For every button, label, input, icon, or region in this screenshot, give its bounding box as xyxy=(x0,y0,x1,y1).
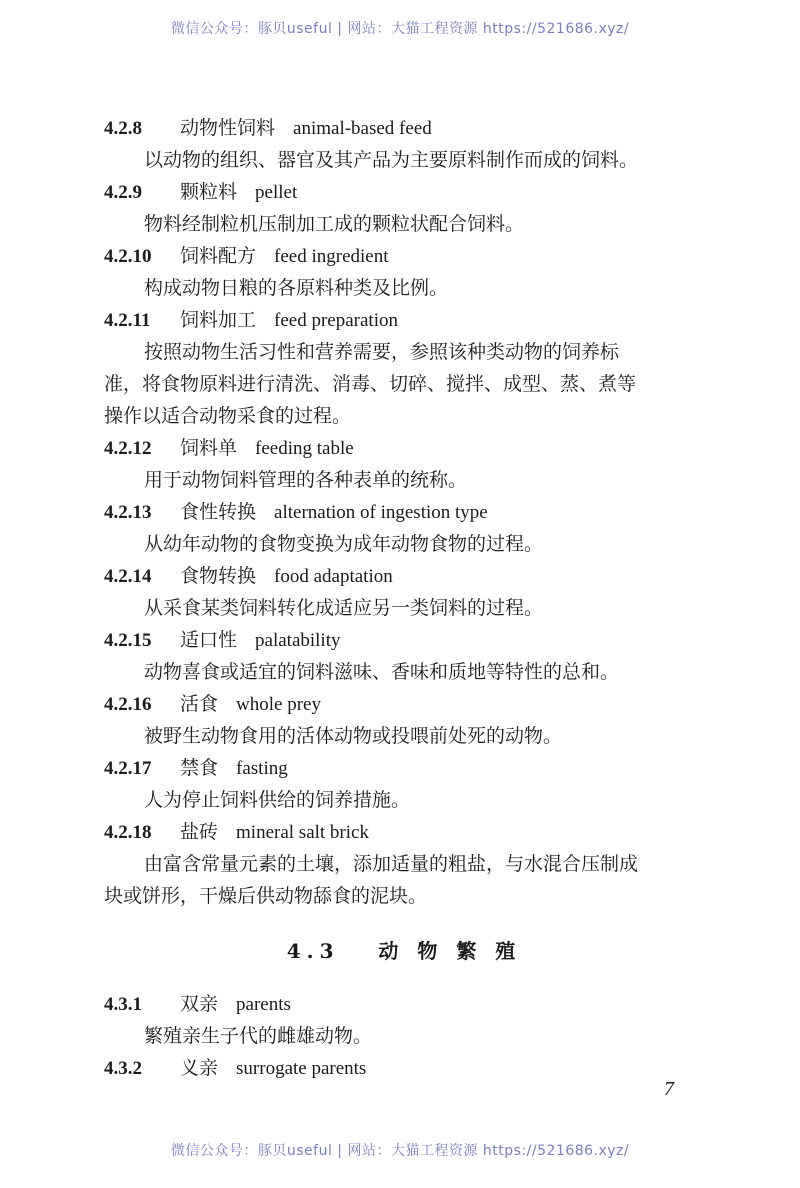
term-number: 4.3.1 xyxy=(104,994,142,1015)
definition-line: 准，将食物原料进行清洗、消毒、切碎、搅拌、成型、蒸、煮等 xyxy=(104,373,637,395)
term-definition xyxy=(104,464,704,496)
term-list-4-3 xyxy=(104,988,704,1084)
term-number: 4.2.16 xyxy=(104,694,152,715)
term-definition xyxy=(104,784,704,816)
term-definition xyxy=(104,656,704,688)
term-heading xyxy=(104,752,704,784)
page-number: 7 xyxy=(664,1078,674,1100)
term-number: 4.2.8 xyxy=(104,118,142,139)
definition-line: 被野生动物食用的活体动物或投喂前处死的动物。 xyxy=(144,725,563,747)
term-english: pellet xyxy=(255,182,298,203)
term-english: whole prey xyxy=(236,694,321,715)
term-heading xyxy=(104,496,704,528)
term-english: feeding table xyxy=(255,438,354,459)
term-number: 4.2.10 xyxy=(104,246,152,267)
term-heading xyxy=(104,432,704,464)
term-number: 4.3.2 xyxy=(104,1058,142,1079)
term-english: animal-based feed xyxy=(293,118,432,139)
term-chinese: 义亲 xyxy=(180,1057,219,1079)
definition-line: 从幼年动物的食物变换为成年动物食物的过程。 xyxy=(144,533,544,555)
term-english: palatability xyxy=(255,630,341,651)
term-heading xyxy=(104,688,704,720)
definition-line: 从采食某类饲料转化成适应另一类饲料的过程。 xyxy=(144,597,544,619)
section-title: 动 物 繁 殖 xyxy=(378,939,522,963)
term-definition xyxy=(104,592,704,624)
term-definition xyxy=(104,272,704,304)
term-definition xyxy=(104,528,704,560)
term-number: 4.2.12 xyxy=(104,438,152,459)
term-definition xyxy=(104,144,704,176)
term-definition xyxy=(104,1020,704,1052)
watermark-bottom: 微信公众号：豚贝useful | 网站：大猫工程资源 https://521686.xyz/ xyxy=(170,1143,630,1159)
term-number: 4.2.13 xyxy=(104,502,152,523)
term-number: 4.2.11 xyxy=(104,310,151,331)
term-english: mineral salt brick xyxy=(236,822,369,843)
term-heading xyxy=(104,988,704,1020)
definition-line: 繁殖亲生子代的雌雄动物。 xyxy=(144,1025,373,1047)
term-chinese: 禁食 xyxy=(180,757,219,779)
term-chinese: 盐砖 xyxy=(180,821,219,843)
term-chinese: 颗粒料 xyxy=(180,181,238,203)
term-chinese: 食性转换 xyxy=(180,501,257,523)
term-english: feed preparation xyxy=(274,310,398,331)
term-english: fasting xyxy=(236,758,288,779)
term-heading xyxy=(104,560,704,592)
definition-line: 块或饼形，干燥后供动物舔食的泥块。 xyxy=(104,885,428,907)
term-heading xyxy=(104,176,704,208)
term-heading xyxy=(104,1052,704,1084)
term-chinese: 饲料单 xyxy=(180,437,238,459)
term-chinese: 活食 xyxy=(180,693,219,715)
term-number: 4.2.17 xyxy=(104,758,152,779)
definition-line: 操作以适合动物采食的过程。 xyxy=(104,405,352,427)
term-chinese: 食物转换 xyxy=(180,565,257,587)
watermark-top: 微信公众号：豚贝useful | 网站：大猫工程资源 https://521686.xyz/ xyxy=(170,21,630,37)
term-chinese: 饲料加工 xyxy=(180,309,257,331)
term-definition xyxy=(104,336,704,432)
term-heading xyxy=(104,624,704,656)
term-english: alternation of ingestion type xyxy=(274,502,488,523)
definition-line: 以动物的组织、器官及其产品为主要原料制作而成的饲料。 xyxy=(144,149,639,171)
term-chinese: 饲料配方 xyxy=(180,245,257,267)
document-body xyxy=(104,112,704,1084)
term-chinese: 动物性饲料 xyxy=(180,117,276,139)
term-heading xyxy=(104,112,704,144)
term-heading xyxy=(104,816,704,848)
term-english: food adaptation xyxy=(274,566,393,587)
definition-line: 用于动物饲料管理的各种表单的统称。 xyxy=(144,469,468,491)
term-heading xyxy=(104,240,704,272)
term-english: parents xyxy=(236,994,291,1015)
term-number: 4.2.18 xyxy=(104,822,152,843)
term-chinese: 双亲 xyxy=(180,993,219,1015)
term-number: 4.2.15 xyxy=(104,630,152,651)
term-definition xyxy=(104,720,704,752)
term-number: 4.2.14 xyxy=(104,566,152,587)
section-heading xyxy=(104,920,704,982)
term-chinese: 适口性 xyxy=(180,629,238,651)
definition-line: 由富含常量元素的土壤，添加适量的粗盐，与水混合压制成 xyxy=(144,853,639,875)
definition-line: 按照动物生活习性和营养需要，参照该种类动物的饲养标 xyxy=(144,341,620,363)
term-english: feed ingredient xyxy=(274,246,389,267)
section-number: 4.3 xyxy=(286,939,340,963)
term-heading xyxy=(104,304,704,336)
term-definition xyxy=(104,848,704,912)
definition-line: 动物喜食或适宜的饲料滋味、香味和质地等特性的总和。 xyxy=(144,661,620,683)
term-definition xyxy=(104,208,704,240)
definition-line: 人为停止饲料供给的饲养措施。 xyxy=(144,789,411,811)
definition-line: 物料经制粒机压制加工成的颗粒状配合饲料。 xyxy=(144,213,525,235)
term-english: surrogate parents xyxy=(236,1058,367,1079)
definition-line: 构成动物日粮的各原料种类及比例。 xyxy=(144,277,449,299)
term-number: 4.2.9 xyxy=(104,182,142,203)
term-list-4-2 xyxy=(104,112,704,912)
